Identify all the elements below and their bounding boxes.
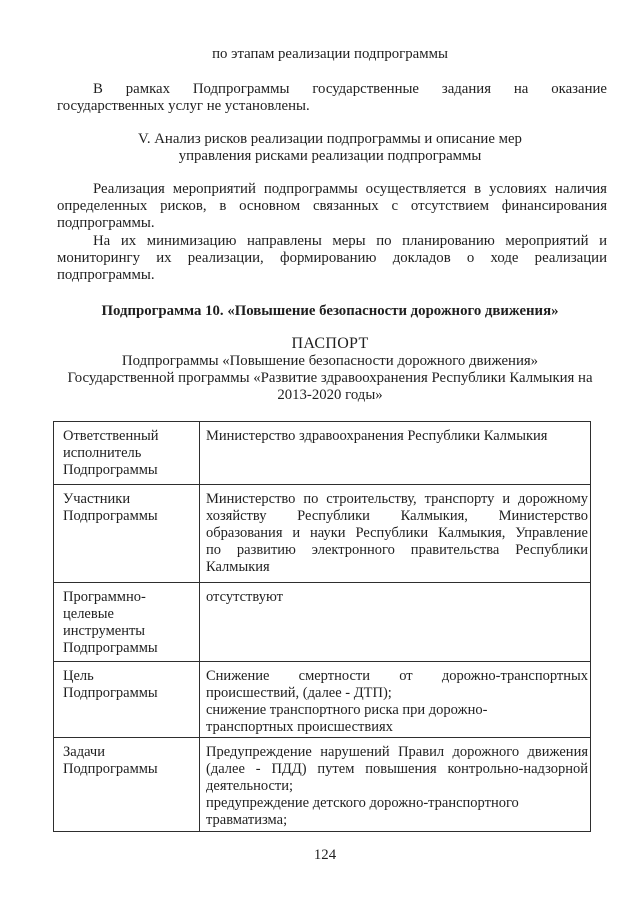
row-value-cell	[200, 662, 591, 738]
heading-line: 2013-2020 годы»	[277, 387, 383, 403]
heading-line: ПАСПОРТ	[291, 335, 369, 352]
label-line: целевые	[63, 606, 114, 622]
subprogram-heading	[40, 303, 620, 320]
row-label-cell	[54, 738, 200, 832]
passport-title	[40, 334, 620, 353]
row-label-cell	[54, 583, 200, 662]
table-row	[54, 662, 591, 738]
value-line: образования и науки Республики Калмыкия, Управление	[206, 525, 588, 541]
value-line: снижение транспортного риска при дорожно-	[206, 702, 488, 718]
paragraph-line: Реализация мероприятий подпрограммы осуществляется в условиях наличия	[93, 181, 607, 197]
paragraph-risks	[57, 181, 607, 232]
value-line: Калмыкия	[206, 559, 270, 575]
paragraph-line: подпрограммы.	[57, 267, 155, 283]
value-line: транспортных происшествиях	[206, 719, 393, 735]
heading-line: Государственной программы «Развитие здравоохранения Республики Калмыкия на	[67, 370, 593, 386]
value-line: хозяйству Республики Калмыкия, Министерство	[206, 508, 588, 524]
paragraph-line: На их минимизацию направлены меры по планированию мероприятий и	[93, 233, 607, 249]
label-line: Ответственный	[63, 428, 159, 444]
value-line: Снижение смертности от дорожно-транспортных	[206, 668, 588, 684]
label-line: Подпрограммы	[63, 462, 158, 478]
label-line: инструменты	[63, 623, 146, 639]
heading-line: Подпрограмма 10. «Повышение безопасности дорожного движения»	[101, 303, 559, 319]
value-line: отсутствуют	[206, 589, 283, 605]
paragraph-line: подпрограммы.	[57, 215, 155, 231]
value-line: травматизма;	[206, 812, 288, 828]
row-value-cell	[200, 583, 591, 662]
label-line: Цель	[63, 668, 94, 684]
value-line: предупреждение детского дорожно-транспортного	[206, 795, 519, 811]
paragraph-line: В рамках Подпрограммы государственные задания на оказание	[93, 81, 607, 97]
row-value-cell	[200, 485, 591, 583]
heading-line: Подпрограммы «Повышение безопасности дорожного движения»	[121, 353, 539, 369]
heading-line: V. Анализ рисков реализации подпрограммы и описание мер	[138, 131, 522, 147]
label-line: Задачи	[63, 744, 105, 760]
heading-line: управления рисками реализации подпрограммы	[178, 148, 482, 164]
table-row	[54, 583, 591, 662]
row-value-cell	[200, 738, 591, 832]
value-line: Министерство здравоохранения Республики Калмыкия	[206, 428, 548, 444]
section-v-title	[40, 131, 620, 165]
row-value-cell	[200, 422, 591, 485]
table-row	[54, 738, 591, 832]
paragraph-line: государственных услуг не установлены.	[57, 98, 310, 114]
table-row	[54, 422, 591, 485]
continuation-heading	[40, 46, 620, 63]
paragraph-state-tasks	[57, 81, 607, 115]
page-number: 124	[313, 847, 337, 863]
value-line: происшествий, (далее - ДТП);	[206, 685, 392, 701]
value-line: Предупреждение нарушений Правил дорожного движения	[206, 744, 588, 760]
value-line: Министерство по строительству, транспорту и дорожному	[206, 491, 588, 507]
value-line: деятельности;	[206, 778, 294, 794]
heading-line: по этапам реализации подпрограммы	[212, 46, 448, 62]
passport-subtitle	[40, 353, 620, 404]
value-line: (далее - ПДД) путем повышения контрольно-надзорной	[206, 761, 588, 777]
label-line: исполнитель	[63, 445, 142, 461]
paragraph-risk-mitigation	[57, 233, 607, 284]
paragraph-line: мониторингу их реализации, формированию докладов о ходе реализации	[57, 250, 607, 266]
paragraph-line: определенных рисков, в основном связанных с отсутствием финансирования	[57, 198, 607, 214]
table-row	[54, 485, 591, 583]
label-line: Подпрограммы	[63, 508, 158, 524]
label-line: Подпрограммы	[63, 685, 158, 701]
row-label-cell	[54, 485, 200, 583]
label-line: Подпрограммы	[63, 761, 158, 777]
label-line: Участники	[63, 491, 131, 507]
row-label-cell	[54, 662, 200, 738]
value-line: по развитию электронного правительства Республики	[206, 542, 588, 558]
label-line: Подпрограммы	[63, 640, 158, 656]
label-line: Программно-	[63, 589, 146, 605]
passport-table	[53, 421, 591, 832]
row-label-cell	[54, 422, 200, 485]
